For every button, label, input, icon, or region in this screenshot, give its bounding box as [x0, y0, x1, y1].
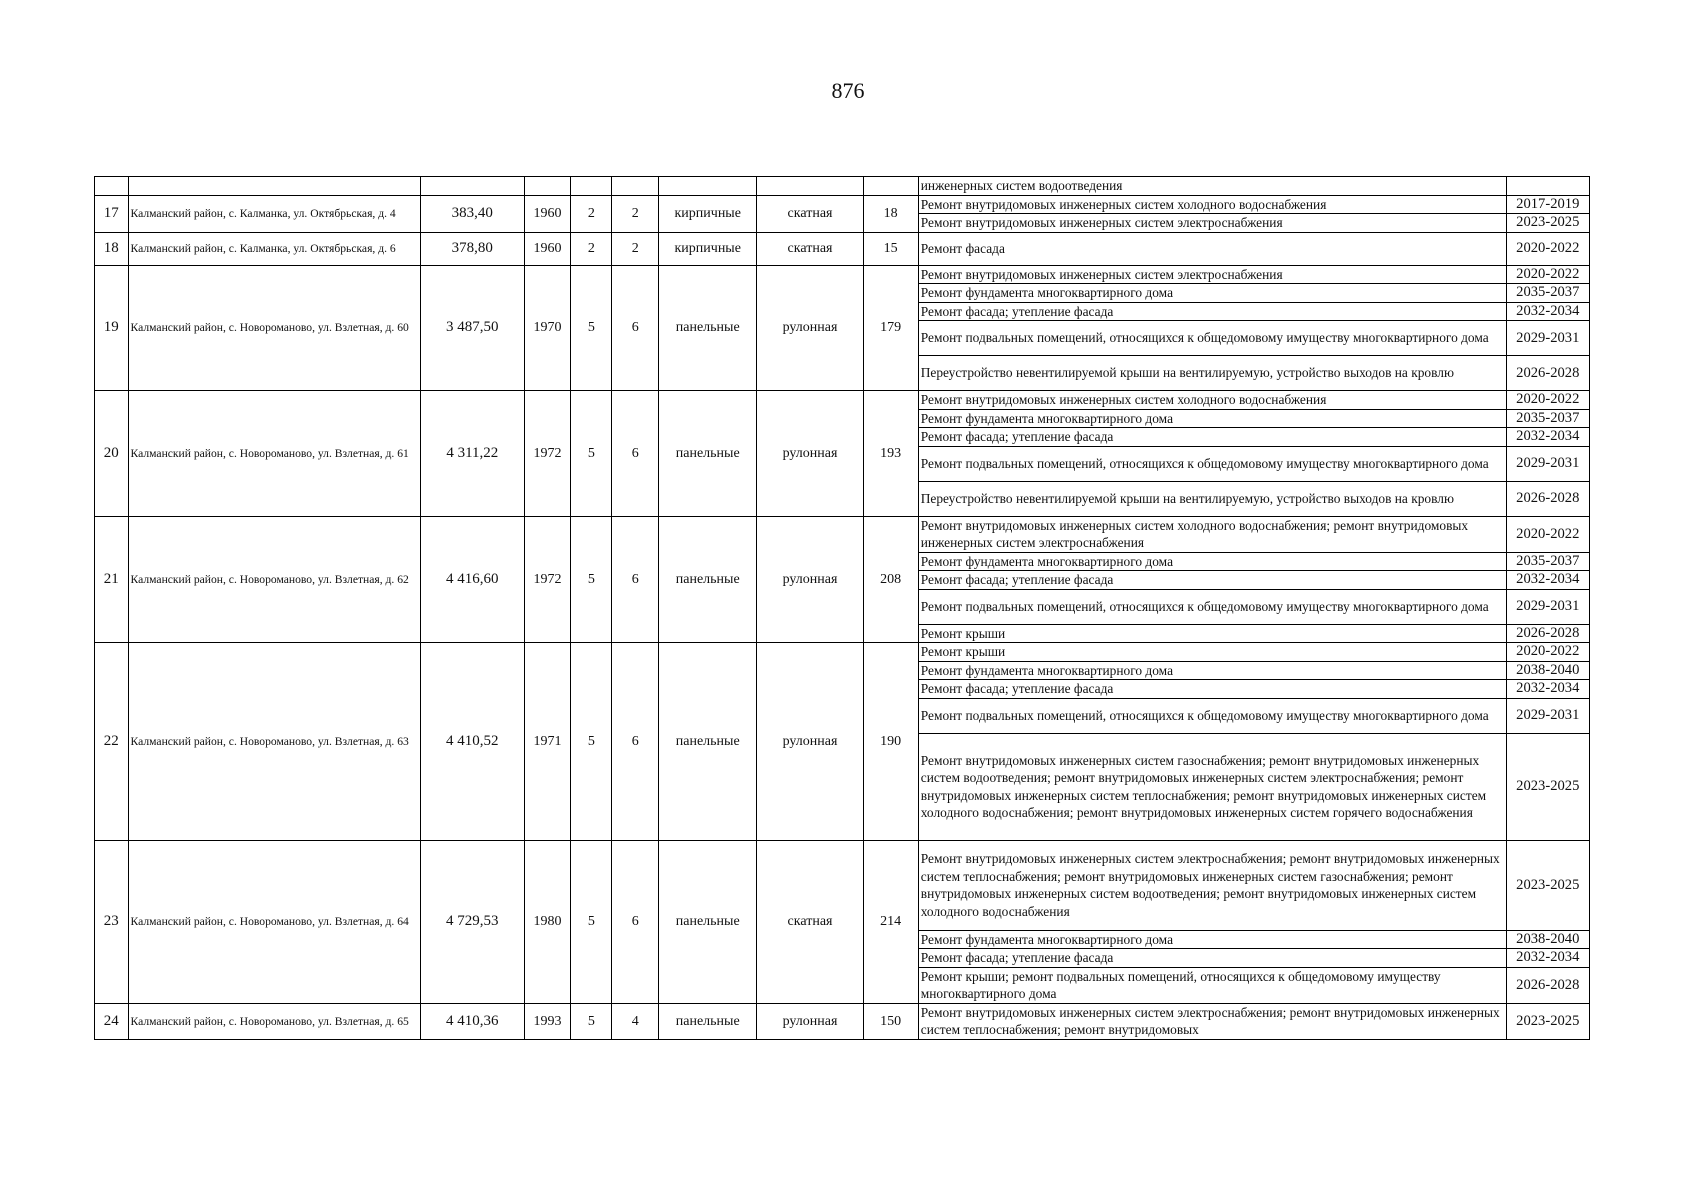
cell-roof-type: рулонная — [757, 643, 863, 841]
cell-roof-type: рулонная — [757, 1003, 863, 1039]
cell-period: 2026-2028 — [1506, 624, 1589, 643]
cell-work: Ремонт подвальных помещений, относящихся к общедомовому имуществу многоквартирного дома — [918, 698, 1506, 733]
cell-period: 2026-2028 — [1506, 356, 1589, 391]
cell-year: 1960 — [524, 195, 571, 232]
table-body — [95, 177, 1590, 1040]
cell-period: 2023-2025 — [1506, 840, 1589, 930]
cell-period: 2032-2034 — [1506, 680, 1589, 699]
table-row — [95, 840, 1590, 930]
cell-work: Ремонт фундамента многоквартирного дома — [918, 284, 1506, 303]
cell-year: 1970 — [524, 265, 571, 391]
cell-period — [1506, 177, 1589, 196]
cell-floors-min: 2 — [571, 195, 612, 232]
table-row — [95, 265, 1590, 284]
cell-work: Ремонт фасада; утепление фасада — [918, 680, 1506, 699]
cell-empty — [658, 177, 757, 196]
cell-work: Ремонт внутридомовых инженерных систем холодного водоснабжения — [918, 391, 1506, 410]
cell-roof-type: рулонная — [757, 516, 863, 643]
cell-floors-max: 6 — [612, 265, 659, 391]
cell-work: Ремонт фундамента многоквартирного дома — [918, 552, 1506, 571]
cell-year: 1993 — [524, 1003, 571, 1039]
cell-work: Переустройство невентилируемой крыши на вентилируемую, устройство выходов на кровлю — [918, 356, 1506, 391]
cell-floors-max: 4 — [612, 1003, 659, 1039]
cell-roof-type: скатная — [757, 232, 863, 265]
cell-floors-max: 6 — [612, 516, 659, 643]
cell-period: 2023-2025 — [1506, 733, 1589, 840]
cell-work: Ремонт фасада; утепление фасада — [918, 428, 1506, 447]
cell-address: Калманский район, с. Новороманово, ул. Взлетная, д. 64 — [128, 840, 420, 1003]
cell-work: Ремонт подвальных помещений, относящихся к общедомовому имуществу многоквартирного дома — [918, 589, 1506, 624]
cell-roof-type: скатная — [757, 195, 863, 232]
cell-roof-type: рулонная — [757, 391, 863, 517]
cell-floors-min: 5 — [571, 1003, 612, 1039]
cell-residents: 150 — [863, 1003, 918, 1039]
cell-residents: 15 — [863, 232, 918, 265]
cell-area: 4 416,60 — [420, 516, 524, 643]
cell-roof-type: рулонная — [757, 265, 863, 391]
cell-number: 17 — [95, 195, 129, 232]
cell-number: 19 — [95, 265, 129, 391]
cell-period: 2032-2034 — [1506, 949, 1589, 968]
cell-year: 1972 — [524, 516, 571, 643]
cell-period: 2032-2034 — [1506, 302, 1589, 321]
cell-address: Калманский район, с. Новороманово, ул. Взлетная, д. 65 — [128, 1003, 420, 1039]
cell-floors-min: 2 — [571, 232, 612, 265]
cell-work: Ремонт крыши; ремонт подвальных помещений, относящихся к общедомовому имуществу многоквартирного дома — [918, 967, 1506, 1003]
cell-empty — [420, 177, 524, 196]
cell-residents: 214 — [863, 840, 918, 1003]
cell-wall-material: панельные — [658, 516, 757, 643]
cell-wall-material: кирпичные — [658, 232, 757, 265]
cell-period: 2023-2025 — [1506, 214, 1589, 233]
cell-wall-material: панельные — [658, 1003, 757, 1039]
cell-floors-min: 5 — [571, 516, 612, 643]
cell-area: 4 729,53 — [420, 840, 524, 1003]
cell-number: 21 — [95, 516, 129, 643]
cell-address: Калманский район, с. Калманка, ул. Октябрьская, д. 6 — [128, 232, 420, 265]
cell-period: 2032-2034 — [1506, 571, 1589, 590]
cell-period: 2026-2028 — [1506, 967, 1589, 1003]
cell-work: Ремонт фундамента многоквартирного дома — [918, 409, 1506, 428]
cell-floors-max: 6 — [612, 391, 659, 517]
cell-work: Ремонт внутридомовых инженерных систем электроснабжения; ремонт внутридомовых инженерных систем теплоснабжения; ремонт внутридомовых — [918, 1003, 1506, 1039]
cell-work: Ремонт внутридомовых инженерных систем холодного водоснабжения — [918, 195, 1506, 214]
cell-residents: 193 — [863, 391, 918, 517]
cell-work: Ремонт фасада; утепление фасада — [918, 949, 1506, 968]
cell-period: 2038-2040 — [1506, 930, 1589, 949]
cell-roof-type: скатная — [757, 840, 863, 1003]
cell-work: Ремонт фасада; утепление фасада — [918, 302, 1506, 321]
cell-period: 2032-2034 — [1506, 428, 1589, 447]
cell-work: Ремонт фундамента многоквартирного дома — [918, 930, 1506, 949]
cell-empty — [612, 177, 659, 196]
cell-period: 2017-2019 — [1506, 195, 1589, 214]
cell-address: Калманский район, с. Новороманово, ул. Взлетная, д. 62 — [128, 516, 420, 643]
cell-work: Переустройство невентилируемой крыши на вентилируемую, устройство выходов на кровлю — [918, 481, 1506, 516]
cell-wall-material: панельные — [658, 840, 757, 1003]
cell-period: 2029-2031 — [1506, 321, 1589, 356]
cell-floors-max: 2 — [612, 195, 659, 232]
cell-empty — [524, 177, 571, 196]
page-number: 876 — [831, 78, 865, 103]
cell-area: 383,40 — [420, 195, 524, 232]
cell-period: 2035-2037 — [1506, 284, 1589, 303]
cell-number: 23 — [95, 840, 129, 1003]
table-row — [95, 643, 1590, 662]
cell-period: 2038-2040 — [1506, 661, 1589, 680]
cell-year: 1972 — [524, 391, 571, 517]
cell-work: Ремонт внутридомовых инженерных систем электроснабжения — [918, 265, 1506, 284]
cell-work: Ремонт внутридомовых инженерных систем электроснабжения; ремонт внутридомовых инженерных систем теплоснабжения; ремонт внутридомовых инженерных систем газоснабжения; ремонт внутридомовых инженерных систем водоотведения; ремонт внутридомовых инженерных систем холодного водоснабжения — [918, 840, 1506, 930]
cell-empty — [757, 177, 863, 196]
cell-address: Калманский район, с. Новороманово, ул. Взлетная, д. 61 — [128, 391, 420, 517]
table-row — [95, 1003, 1590, 1039]
cell-year: 1980 — [524, 840, 571, 1003]
cell-empty — [571, 177, 612, 196]
cell-number: 20 — [95, 391, 129, 517]
cell-number: 18 — [95, 232, 129, 265]
repair-schedule-table — [94, 176, 1590, 1040]
cell-residents: 179 — [863, 265, 918, 391]
table-row — [95, 391, 1590, 410]
table-row-carry-over — [95, 177, 1590, 196]
cell-floors-max: 2 — [612, 232, 659, 265]
cell-period: 2020-2022 — [1506, 232, 1589, 265]
cell-floors-min: 5 — [571, 643, 612, 841]
cell-work: Ремонт подвальных помещений, относящихся к общедомовому имуществу многоквартирного дома — [918, 321, 1506, 356]
cell-work: Ремонт подвальных помещений, относящихся к общедомовому имуществу многоквартирного дома — [918, 446, 1506, 481]
cell-floors-max: 6 — [612, 840, 659, 1003]
cell-number: 22 — [95, 643, 129, 841]
cell-address: Калманский район, с. Новороманово, ул. Взлетная, д. 63 — [128, 643, 420, 841]
cell-wall-material: кирпичные — [658, 195, 757, 232]
cell-period: 2023-2025 — [1506, 1003, 1589, 1039]
cell-period: 2035-2037 — [1506, 409, 1589, 428]
cell-period: 2029-2031 — [1506, 589, 1589, 624]
cell-residents: 18 — [863, 195, 918, 232]
table-row — [95, 516, 1590, 552]
cell-period: 2020-2022 — [1506, 516, 1589, 552]
cell-work: Ремонт фасада — [918, 232, 1506, 265]
cell-residents: 190 — [863, 643, 918, 841]
cell-period: 2020-2022 — [1506, 265, 1589, 284]
cell-floors-max: 6 — [612, 643, 659, 841]
cell-floors-min: 5 — [571, 840, 612, 1003]
cell-empty — [863, 177, 918, 196]
cell-floors-min: 5 — [571, 391, 612, 517]
cell-area: 4 410,52 — [420, 643, 524, 841]
cell-work: Ремонт фундамента многоквартирного дома — [918, 661, 1506, 680]
cell-period: 2020-2022 — [1506, 643, 1589, 662]
cell-year: 1960 — [524, 232, 571, 265]
cell-area: 3 487,50 — [420, 265, 524, 391]
cell-period: 2020-2022 — [1506, 391, 1589, 410]
cell-work: Ремонт внутридомовых инженерных систем электроснабжения — [918, 214, 1506, 233]
cell-address: Калманский район, с. Калманка, ул. Октябрьская, д. 4 — [128, 195, 420, 232]
cell-number: 24 — [95, 1003, 129, 1039]
cell-area: 378,80 — [420, 232, 524, 265]
cell-work: Ремонт фасада; утепление фасада — [918, 571, 1506, 590]
cell-residents: 208 — [863, 516, 918, 643]
cell-period: 2026-2028 — [1506, 481, 1589, 516]
cell-work: Ремонт крыши — [918, 643, 1506, 662]
cell-empty — [128, 177, 420, 196]
cell-wall-material: панельные — [658, 265, 757, 391]
cell-work: Ремонт крыши — [918, 624, 1506, 643]
cell-area: 4 311,22 — [420, 391, 524, 517]
cell-wall-material: панельные — [658, 643, 757, 841]
cell-area: 4 410,36 — [420, 1003, 524, 1039]
table-row — [95, 195, 1590, 214]
cell-year: 1971 — [524, 643, 571, 841]
cell-floors-min: 5 — [571, 265, 612, 391]
cell-work: инженерных систем водоотведения — [918, 177, 1506, 196]
cell-work: Ремонт внутридомовых инженерных систем холодного водоснабжения; ремонт внутридомовых инженерных систем электроснабжения — [918, 516, 1506, 552]
cell-empty — [95, 177, 129, 196]
cell-period: 2035-2037 — [1506, 552, 1589, 571]
cell-work: Ремонт внутридомовых инженерных систем газоснабжения; ремонт внутридомовых инженерных систем водоотведения; ремонт внутридомовых инженерных систем электроснабжения; ремонт внутридомовых инженерных систем теплоснабжения; ремонт внутридомовых инженерных систем холодного водоснабжения; ремонт внутридомовых инженерных систем горячего водоснабжения — [918, 733, 1506, 840]
cell-period: 2029-2031 — [1506, 698, 1589, 733]
cell-address: Калманский район, с. Новороманово, ул. Взлетная, д. 60 — [128, 265, 420, 391]
cell-period: 2029-2031 — [1506, 446, 1589, 481]
cell-wall-material: панельные — [658, 391, 757, 517]
table-row — [95, 232, 1590, 265]
